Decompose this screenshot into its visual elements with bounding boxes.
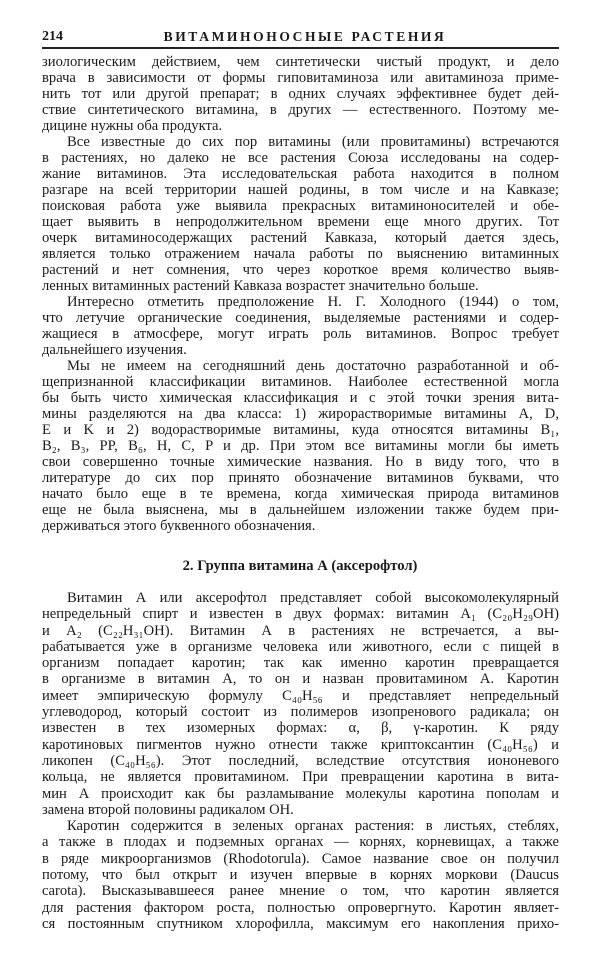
text-line: дальнейшего изучения. xyxy=(42,342,187,358)
text-line: нить тот или другой препарат; в одних случаях эффективнее будет дей- xyxy=(42,86,559,102)
text-line: что летучие органические соединения, выделяемые растениями и содер- xyxy=(42,310,559,326)
text-line: а также в плодах и подземных органах — корнях, корневищах, а также xyxy=(42,834,559,851)
text-line: рабатывается уже в организме человека или животного, если с пищей в xyxy=(42,638,559,655)
text-line: непредельный спирт и известен в двух формах: витамин A₁ (C₂₀H₂₉OH) xyxy=(42,606,559,623)
text-line: разгаре на всей территории нашей родины, в том числе и на Кавказе; xyxy=(42,182,559,198)
text-line: мины разделяются на два класса: 1) жирорастворимые витамины A, D, xyxy=(42,406,559,422)
body-text-section-2 xyxy=(42,590,559,932)
section-heading: 2. Группа витамина А (аксерофтол) xyxy=(182,558,418,574)
text-line: ся постоянным спутником хлорофилла, максимум его накопления прихо- xyxy=(42,915,559,932)
text-line: B₂, B₃, PP, B₆, H, C, P и др. При этом все витамины могли бы иметь xyxy=(42,438,559,454)
running-title: ВИТАМИНОНОСНЫЕ РАСТЕНИЯ xyxy=(163,29,447,44)
header-rule xyxy=(42,47,559,49)
text-line: для растения фактором роста, полностью опровергнуто. Каротин являет- xyxy=(42,899,559,916)
text-line: организм попадает каротин; так как именно каротин превращается xyxy=(42,655,559,672)
paragraph xyxy=(42,294,559,358)
page-number: 214 xyxy=(42,29,63,44)
text-line: ликопен (C₄₀H₅₆). Этот последний, вследствие отсутствия иононевого xyxy=(42,752,559,769)
text-line: ленных витаминных растений Кавказа возрастет значительно больше. xyxy=(42,278,479,294)
text-line: является только отражением начала работы по выяснению витаминных xyxy=(42,246,559,262)
text-line: замена второй половины радикалом OH. xyxy=(42,801,294,818)
text-line: Каротин содержится в зеленых органах растения: в листьях, стеблях, xyxy=(67,818,559,835)
text-line: начато было еще в те времена, когда химическая природа витаминов xyxy=(42,486,559,502)
text-line: потому, что был открыт и изучен впервые в корнях моркови (Daucus xyxy=(42,867,559,884)
text-line: жащиеся в атмосфере, могут играть роль витаминов. Вопрос требует xyxy=(42,326,559,342)
text-line: врача в зависимости от формы гиповитаминоза или авитаминоза приме- xyxy=(42,70,559,86)
text-line: в организме в витамин А, то он и назван провитамином А. Каротин xyxy=(42,671,559,688)
text-line: и A₂ (C₂₂H₃₁OH). Витамин А в растениях не встречается, а вы- xyxy=(42,622,559,639)
text-line: Интересно отметить предположение Н. Г. Холодного (1944) о том, xyxy=(67,294,559,310)
text-line: в ряде микроорганизмов (Rhodotorula). Самое название свое он получил xyxy=(42,850,559,867)
body-text-section-1 xyxy=(42,54,559,534)
paragraph xyxy=(42,590,559,818)
text-line: E и K и 2) водорастворимые витамины, куда относятся витамины B₁, xyxy=(42,422,559,438)
text-line: литературе до сих пор принято обозначение витаминов буквами, что xyxy=(42,470,559,486)
text-line: свои совершенно точные химические названия. Но в виду того, что в xyxy=(42,454,559,470)
text-line: поисковая работа уже выявила прекрасных витаминоносителей и обе- xyxy=(42,198,559,214)
text-line: щает выявить в непродолжительном времени еще много других. Тот xyxy=(42,214,559,230)
paragraph xyxy=(42,134,559,294)
text-line: Мы не имеем на сегодняшний день достаточно разработанной и об- xyxy=(67,358,559,374)
text-line: известен в тех изомерных формах: α, β, γ-каротин. К ряду xyxy=(42,720,559,737)
paragraph xyxy=(42,818,559,932)
text-line: жание витаминов. Эта исследовательская работа находится в полном xyxy=(42,166,559,182)
text-line: в растениях, но далеко не все растения Союза исследованы на содер- xyxy=(42,150,559,166)
text-line: бы быть чисто химическая классификация и с этой точки зрения вита- xyxy=(42,390,559,406)
text-line: дицине нужны оба продукта. xyxy=(42,118,223,134)
text-line: Все известные до сих пор витамины (или провитамины) встречаются xyxy=(67,134,559,150)
text-line: каротиновых пигментов нужно отнести также криптоксантин (C₄₀H₅₆) и xyxy=(42,736,559,753)
text-line: очерк витаминосодержащих растений Кавказа, который дается здесь, xyxy=(42,230,559,246)
paragraph xyxy=(42,358,559,534)
paragraph xyxy=(42,54,559,134)
text-line: еще не была выяснена, мы в дальнейшем изложении также будем при- xyxy=(42,502,559,518)
text-line: щепризнанной классификации витаминов. Наиболее естественной могла xyxy=(42,374,559,390)
text-line: имеет эмпирическую формулу C₄₀H₅₆ и представляет непредельный xyxy=(42,687,559,704)
text-line: Витамин А или аксерофтол представляет собой высокомолекулярный xyxy=(67,590,559,606)
text-line: carota). Высказывавшееся ранее мнение о том, что каротин является xyxy=(42,883,559,900)
text-line: мин А происходит как бы разламывание молекулы каротина пополам и xyxy=(42,785,559,802)
text-line: растений и нет сомнения, что через короткое время количество выяв- xyxy=(42,262,559,278)
text-line: зиологическим действием, чем синтетически чистый продукт, и дело xyxy=(42,54,559,70)
text-line: кольца, не является провитамином. При превращении каротина в вита- xyxy=(42,769,559,786)
text-line: углеводород, который состоит из полимеров изопренового радикала; он xyxy=(42,704,559,721)
text-line: ствие синтетического витамина, в других — естественного. Поэтому ме- xyxy=(42,102,559,118)
text-line: держиваться этого буквенного обозначения. xyxy=(42,518,316,534)
